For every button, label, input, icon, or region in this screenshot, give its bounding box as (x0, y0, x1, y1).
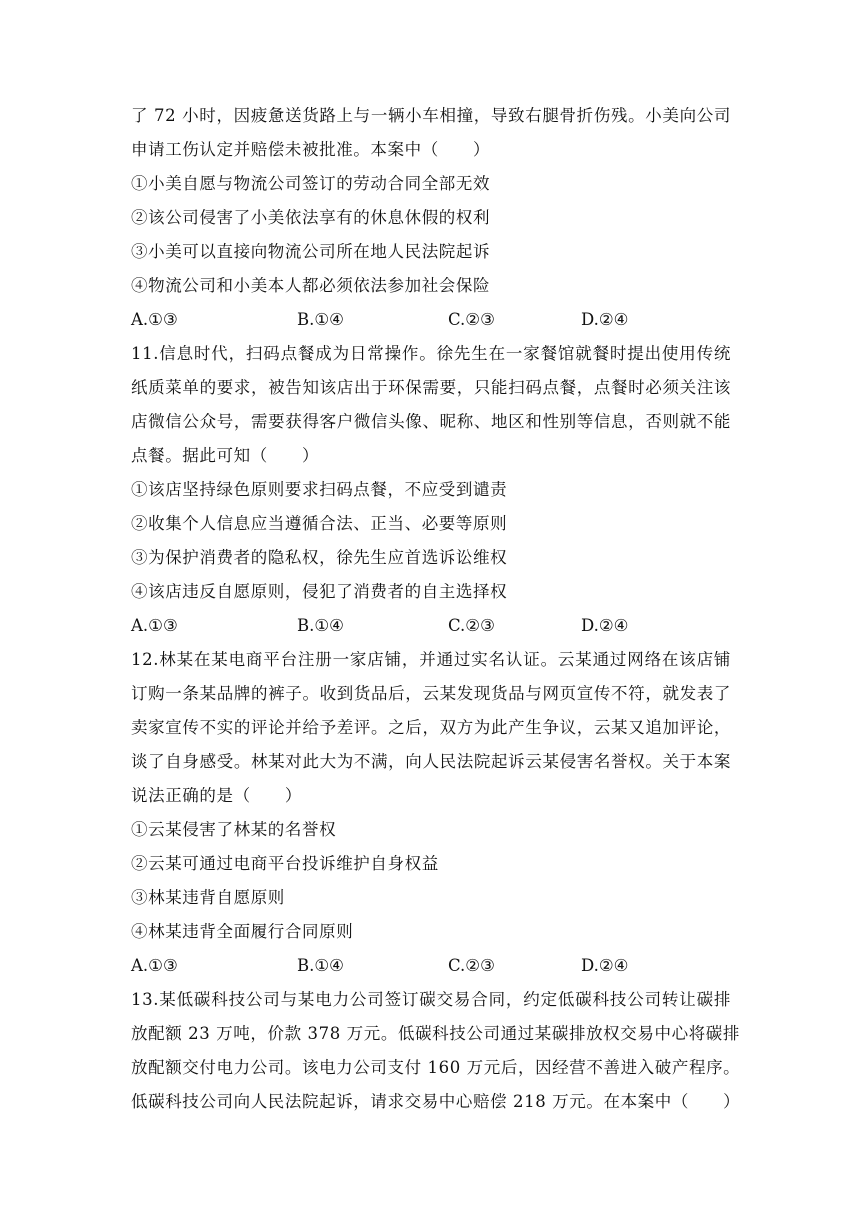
q11-option-d[interactable]: D.②④ (581, 616, 629, 635)
q11-stem-line-1: 11.信息时代，扫码点餐成为日常操作。徐先生在一家餐馆就餐时提出使用传统 (131, 344, 731, 363)
q10-stem-line-1: 了 72 小时，因疲惫送货路上与一辆小车相撞，导致右腿骨折伤残。小美向公司 (131, 106, 731, 125)
q11-statement-2: ②收集个人信息应当遵循合法、正当、必要等原则 (131, 514, 508, 533)
q12-option-c[interactable]: C.②③ (448, 956, 495, 975)
q11-option-c[interactable]: C.②③ (448, 616, 495, 635)
q12-statement-2: ②云某可通过电商平台投诉维护自身权益 (131, 854, 439, 873)
q10-statement-1: ①小美自愿与物流公司签订的劳动合同全部无效 (131, 174, 491, 193)
q11-statement-3: ③为保护消费者的隐私权，徐先生应首选诉讼维权 (131, 548, 508, 567)
q13-stem-line-4: 低碳科技公司向人民法院起诉，请求交易中心赔偿 218 万元。在本案中（ ） (131, 1092, 741, 1111)
q12-statement-3: ③林某违背自愿原则 (131, 888, 285, 907)
q11-stem-line-4: 点餐。据此可知（ ） (131, 446, 320, 465)
q13-stem-line-3: 放配额交付电力公司。该电力公司支付 160 万元后，因经营不善进入破产程序。 (131, 1058, 741, 1077)
q12-stem-line-4: 谈了自身感受。林某对此大为不满，向人民法院起诉云某侵害名誉权。关于本案 (131, 752, 731, 771)
q12-stem-line-5: 说法正确的是（ ） (131, 786, 302, 805)
q12-statement-1: ①云某侵害了林某的名誉权 (131, 820, 337, 839)
q13-stem-line-2: 放配额 23 万吨，价款 378 万元。低碳科技公司通过某碳排放权交易中心将碳排 (131, 1024, 740, 1043)
q10-option-c[interactable]: C.②③ (448, 310, 495, 329)
q13-stem-line-1: 13.某低碳科技公司与某电力公司签订碳交易合同，约定低碳科技公司转让碳排 (131, 990, 731, 1009)
q11-statement-1: ①该店坚持绿色原则要求扫码点餐，不应受到谴责 (131, 480, 508, 499)
q10-option-d[interactable]: D.②④ (581, 310, 629, 329)
q10-statement-3: ③小美可以直接向物流公司所在地人民法院起诉 (131, 242, 491, 261)
q12-option-a[interactable]: A.①③ (131, 956, 178, 975)
q10-statement-2: ②该公司侵害了小美依法享有的休息休假的权利 (131, 208, 491, 227)
q10-option-a[interactable]: A.①③ (131, 310, 178, 329)
q12-statement-4: ④林某违背全面履行合同原则 (131, 922, 354, 941)
q11-option-a[interactable]: A.①③ (131, 616, 178, 635)
q12-stem-line-2: 订购一条某品牌的裤子。收到货品后，云某发现货品与网页宣传不符，就发表了 (131, 684, 731, 703)
q12-option-d[interactable]: D.②④ (581, 956, 629, 975)
q12-stem-line-3: 卖家宣传不实的评论并给予差评。之后，双方为此产生争议，云某又追加评论， (131, 718, 731, 737)
q11-stem-line-2: 纸质菜单的要求，被告知该店出于环保需要，只能扫码点餐，点餐时必须关注该 (131, 378, 731, 397)
q10-statement-4: ④物流公司和小美本人都必须依法参加社会保险 (131, 276, 491, 295)
q10-option-b[interactable]: B.①④ (297, 310, 344, 329)
q12-option-b[interactable]: B.①④ (297, 956, 344, 975)
q11-option-b[interactable]: B.①④ (297, 616, 344, 635)
q12-stem-line-1: 12.林某在某电商平台注册一家店铺，并通过实名认证。云某通过网络在该店铺 (131, 650, 731, 669)
q11-stem-line-3: 店微信公众号，需要获得客户微信头像、昵称、地区和性别等信息，否则就不能 (131, 412, 731, 431)
q10-stem-line-2: 申请工伤认定并赔偿未被批准。本案中（ ） (131, 140, 491, 159)
q11-statement-4: ④该店违反自愿原则，侵犯了消费者的自主选择权 (131, 582, 508, 601)
